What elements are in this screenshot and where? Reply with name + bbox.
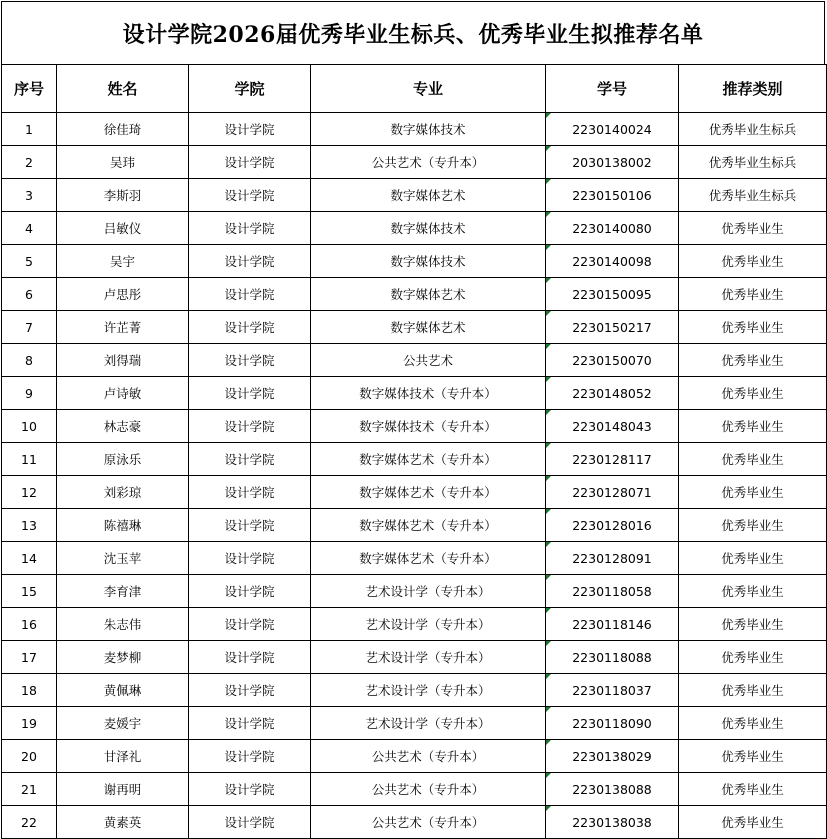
cell-name[interactable]: 麦媛宇 <box>57 707 189 740</box>
cell-name[interactable]: 吴玮 <box>57 146 189 179</box>
cell-major[interactable]: 艺术设计学（专升本） <box>311 707 546 740</box>
cell-name[interactable]: 谢再明 <box>57 773 189 806</box>
cell-name[interactable]: 许芷菁 <box>57 311 189 344</box>
cell-category[interactable]: 优秀毕业生 <box>679 410 827 443</box>
table-row <box>2 806 827 839</box>
cell-college[interactable]: 设计学院 <box>189 773 311 806</box>
header-name[interactable]: 姓名 <box>57 65 189 113</box>
cell-student-id[interactable]: 2230118088 <box>546 641 679 674</box>
cell-major[interactable]: 数字媒体艺术 <box>311 179 546 212</box>
cell-student-id[interactable]: 2230150217 <box>546 311 679 344</box>
table-row <box>2 245 827 278</box>
cell-major[interactable]: 数字媒体技术 <box>311 245 546 278</box>
cell-index[interactable]: 1 <box>2 113 57 146</box>
cell-category[interactable]: 优秀毕业生 <box>679 608 827 641</box>
cell-name[interactable]: 李育津 <box>57 575 189 608</box>
table-row <box>2 509 827 542</box>
header-college[interactable]: 学院 <box>189 65 311 113</box>
cell-major[interactable]: 数字媒体艺术（专升本） <box>311 509 546 542</box>
cell-name[interactable]: 麦梦柳 <box>57 641 189 674</box>
cell-name[interactable]: 林志豪 <box>57 410 189 443</box>
cell-category[interactable]: 优秀毕业生 <box>679 740 827 773</box>
table-row <box>2 311 827 344</box>
recommendation-table <box>1 64 827 839</box>
table-row <box>2 773 827 806</box>
cell-category[interactable]: 优秀毕业生 <box>679 344 827 377</box>
cell-category[interactable]: 优秀毕业生 <box>679 542 827 575</box>
cell-college[interactable]: 设计学院 <box>189 509 311 542</box>
cell-college[interactable]: 设计学院 <box>189 674 311 707</box>
cell-major[interactable]: 公共艺术（专升本） <box>311 773 546 806</box>
cell-student-id[interactable]: 2230118146 <box>546 608 679 641</box>
cell-student-id[interactable]: 2230150070 <box>546 344 679 377</box>
cell-name[interactable]: 朱志伟 <box>57 608 189 641</box>
table-row <box>2 377 827 410</box>
cell-index[interactable]: 12 <box>2 476 57 509</box>
cell-major[interactable]: 艺术设计学（专升本） <box>311 641 546 674</box>
cell-college[interactable]: 设计学院 <box>189 179 311 212</box>
cell-college[interactable]: 设计学院 <box>189 377 311 410</box>
cell-category[interactable]: 优秀毕业生标兵 <box>679 146 827 179</box>
cell-name[interactable]: 刘得瑞 <box>57 344 189 377</box>
header-major[interactable]: 专业 <box>311 65 546 113</box>
cell-major[interactable]: 公共艺术 <box>311 344 546 377</box>
cell-index[interactable]: 2 <box>2 146 57 179</box>
cell-index[interactable]: 21 <box>2 773 57 806</box>
cell-name[interactable]: 黄佩琳 <box>57 674 189 707</box>
cell-college[interactable]: 设计学院 <box>189 443 311 476</box>
table-row <box>2 707 827 740</box>
cell-category[interactable]: 优秀毕业生 <box>679 377 827 410</box>
table-row <box>2 476 827 509</box>
cell-major[interactable]: 艺术设计学（专升本） <box>311 674 546 707</box>
cell-college[interactable]: 设计学院 <box>189 311 311 344</box>
cell-major[interactable]: 数字媒体艺术（专升本） <box>311 443 546 476</box>
cell-student-id[interactable]: 2230140024 <box>546 113 679 146</box>
cell-college[interactable]: 设计学院 <box>189 707 311 740</box>
cell-college[interactable]: 设计学院 <box>189 542 311 575</box>
cell-college[interactable]: 设计学院 <box>189 410 311 443</box>
table-row <box>2 212 827 245</box>
cell-index[interactable]: 22 <box>2 806 57 839</box>
cell-category[interactable]: 优秀毕业生标兵 <box>679 179 827 212</box>
cell-name[interactable]: 黄素英 <box>57 806 189 839</box>
cell-student-id[interactable]: 2230150095 <box>546 278 679 311</box>
cell-major[interactable]: 艺术设计学（专升本） <box>311 608 546 641</box>
cell-category[interactable]: 优秀毕业生 <box>679 278 827 311</box>
cell-index[interactable]: 10 <box>2 410 57 443</box>
cell-college[interactable]: 设计学院 <box>189 146 311 179</box>
cell-college[interactable]: 设计学院 <box>189 608 311 641</box>
table-row <box>2 674 827 707</box>
cell-college[interactable]: 设计学院 <box>189 740 311 773</box>
cell-index[interactable]: 6 <box>2 278 57 311</box>
cell-index[interactable]: 3 <box>2 179 57 212</box>
header-index[interactable]: 序号 <box>2 65 57 113</box>
cell-index[interactable]: 17 <box>2 641 57 674</box>
cell-student-id[interactable]: 2230118090 <box>546 707 679 740</box>
table-body <box>2 113 827 839</box>
cell-college[interactable]: 设计学院 <box>189 575 311 608</box>
cell-major[interactable]: 数字媒体技术（专升本） <box>311 377 546 410</box>
table-row <box>2 641 827 674</box>
cell-category[interactable]: 优秀毕业生 <box>679 575 827 608</box>
cell-index[interactable]: 8 <box>2 344 57 377</box>
cell-index[interactable]: 9 <box>2 377 57 410</box>
cell-name[interactable]: 吕敏仪 <box>57 212 189 245</box>
cell-name[interactable]: 卢思彤 <box>57 278 189 311</box>
cell-category[interactable]: 优秀毕业生 <box>679 707 827 740</box>
table-row <box>2 740 827 773</box>
cell-college[interactable]: 设计学院 <box>189 806 311 839</box>
table-row <box>2 179 827 212</box>
cell-college[interactable]: 设计学院 <box>189 476 311 509</box>
cell-category[interactable]: 优秀毕业生标兵 <box>679 113 827 146</box>
cell-category[interactable]: 优秀毕业生 <box>679 641 827 674</box>
cell-student-id[interactable]: 2230118058 <box>546 575 679 608</box>
table-row <box>2 443 827 476</box>
cell-category[interactable]: 优秀毕业生 <box>679 806 827 839</box>
table-row <box>2 113 827 146</box>
cell-name[interactable]: 沈玉苹 <box>57 542 189 575</box>
cell-major[interactable]: 数字媒体艺术 <box>311 311 546 344</box>
sheet-title: 设计学院2026届优秀毕业生标兵、优秀毕业生拟推荐名单 <box>1 1 825 65</box>
cell-student-id[interactable]: 2230128117 <box>546 443 679 476</box>
cell-student-id[interactable]: 2230128016 <box>546 509 679 542</box>
cell-major[interactable]: 公共艺术（专升本） <box>311 740 546 773</box>
cell-major[interactable]: 公共艺术（专升本） <box>311 146 546 179</box>
cell-category[interactable]: 优秀毕业生 <box>679 245 827 278</box>
cell-student-id[interactable]: 2230118037 <box>546 674 679 707</box>
cell-index[interactable]: 5 <box>2 245 57 278</box>
cell-index[interactable]: 14 <box>2 542 57 575</box>
cell-college[interactable]: 设计学院 <box>189 641 311 674</box>
cell-college[interactable]: 设计学院 <box>189 245 311 278</box>
cell-major[interactable]: 艺术设计学（专升本） <box>311 575 546 608</box>
cell-index[interactable]: 4 <box>2 212 57 245</box>
table-row <box>2 146 827 179</box>
cell-student-id[interactable]: 2230138088 <box>546 773 679 806</box>
cell-student-id[interactable]: 2230138029 <box>546 740 679 773</box>
cell-index[interactable]: 11 <box>2 443 57 476</box>
cell-college[interactable]: 设计学院 <box>189 344 311 377</box>
header-row <box>2 65 827 113</box>
table-row <box>2 542 827 575</box>
cell-college[interactable]: 设计学院 <box>189 212 311 245</box>
cell-category[interactable]: 优秀毕业生 <box>679 509 827 542</box>
cell-name[interactable]: 原泳乐 <box>57 443 189 476</box>
cell-category[interactable]: 优秀毕业生 <box>679 212 827 245</box>
cell-student-id[interactable]: 2230150106 <box>546 179 679 212</box>
cell-major[interactable]: 公共艺术（专升本） <box>311 806 546 839</box>
cell-name[interactable]: 卢诗敏 <box>57 377 189 410</box>
cell-name[interactable]: 陈禧琳 <box>57 509 189 542</box>
cell-major[interactable]: 数字媒体技术（专升本） <box>311 410 546 443</box>
cell-category[interactable]: 优秀毕业生 <box>679 443 827 476</box>
cell-major[interactable]: 数字媒体艺术 <box>311 278 546 311</box>
cell-college[interactable]: 设计学院 <box>189 278 311 311</box>
cell-index[interactable]: 15 <box>2 575 57 608</box>
cell-student-id[interactable]: 2230148052 <box>546 377 679 410</box>
table-row <box>2 608 827 641</box>
cell-name[interactable]: 甘泽礼 <box>57 740 189 773</box>
cell-student-id[interactable]: 2230148043 <box>546 410 679 443</box>
cell-index[interactable]: 16 <box>2 608 57 641</box>
cell-college[interactable]: 设计学院 <box>189 113 311 146</box>
table-row <box>2 344 827 377</box>
cell-student-id[interactable]: 2030138002 <box>546 146 679 179</box>
cell-category[interactable]: 优秀毕业生 <box>679 476 827 509</box>
table-row <box>2 410 827 443</box>
cell-major[interactable]: 数字媒体艺术（专升本） <box>311 542 546 575</box>
cell-major[interactable]: 数字媒体技术 <box>311 113 546 146</box>
cell-category[interactable]: 优秀毕业生 <box>679 674 827 707</box>
cell-student-id[interactable]: 2230128071 <box>546 476 679 509</box>
header-category[interactable]: 推荐类别 <box>679 65 827 113</box>
cell-index[interactable]: 18 <box>2 674 57 707</box>
table-row <box>2 278 827 311</box>
cell-category[interactable]: 优秀毕业生 <box>679 311 827 344</box>
cell-student-id[interactable]: 2230138038 <box>546 806 679 839</box>
cell-name[interactable]: 吴宇 <box>57 245 189 278</box>
table-row <box>2 575 827 608</box>
cell-name[interactable]: 徐佳琦 <box>57 113 189 146</box>
cell-major[interactable]: 数字媒体技术 <box>311 212 546 245</box>
cell-student-id[interactable]: 2230140080 <box>546 212 679 245</box>
cell-index[interactable]: 20 <box>2 740 57 773</box>
cell-index[interactable]: 13 <box>2 509 57 542</box>
cell-student-id[interactable]: 2230140098 <box>546 245 679 278</box>
cell-major[interactable]: 数字媒体艺术（专升本） <box>311 476 546 509</box>
header-student-id[interactable]: 学号 <box>546 65 679 113</box>
cell-name[interactable]: 李斯羽 <box>57 179 189 212</box>
cell-student-id[interactable]: 2230128091 <box>546 542 679 575</box>
cell-index[interactable]: 19 <box>2 707 57 740</box>
cell-category[interactable]: 优秀毕业生 <box>679 773 827 806</box>
cell-index[interactable]: 7 <box>2 311 57 344</box>
cell-name[interactable]: 刘彩琼 <box>57 476 189 509</box>
